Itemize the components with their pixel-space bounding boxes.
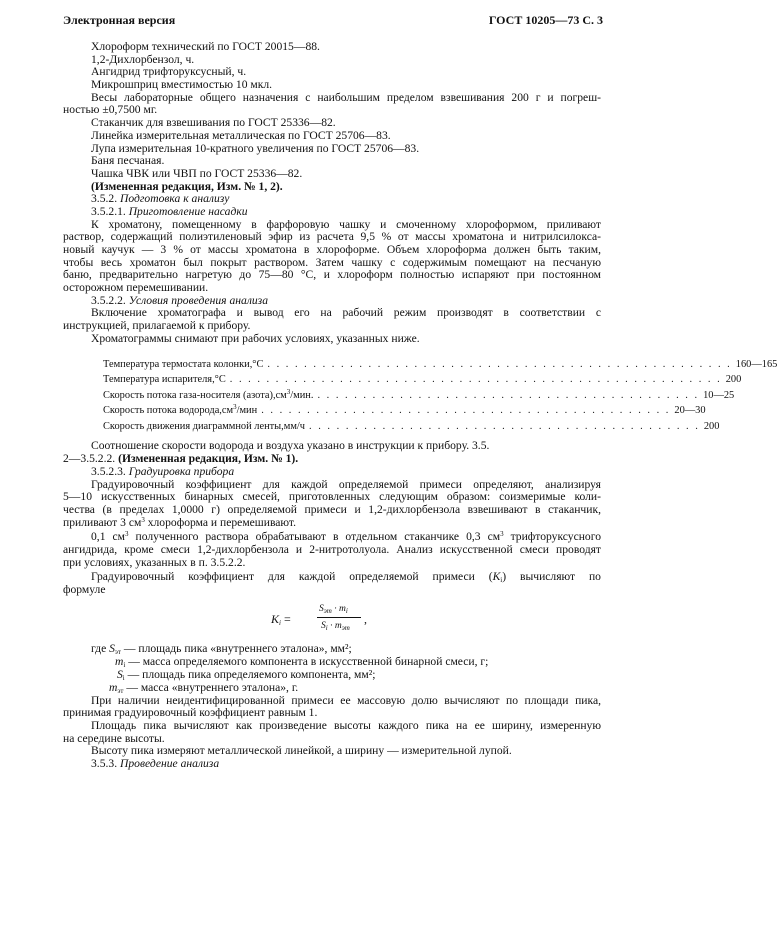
material-item: Стаканчик для взвешивания по ГОСТ 25336—82. bbox=[91, 116, 336, 130]
condition-label: Скорость потока $водорода,см^3$/мин bbox=[103, 403, 258, 417]
condition-label: Температура испарителя,°С bbox=[103, 374, 226, 386]
paragraph-line: приливают 3 $см^3$ хлороформа и перемешивают. bbox=[63, 515, 297, 529]
header-standard-page: ГОСТ 10205—73 С. 3 bbox=[488, 13, 603, 27]
definition-item: $S_i$ — площадь пика определяемого компонента, мм²; bbox=[117, 667, 376, 682]
section-heading bbox=[91, 758, 601, 771]
paragraph-line: на середине высоты. bbox=[63, 731, 165, 745]
section-number: 3.5.2.2. bbox=[91, 293, 126, 307]
formula-comma: , bbox=[364, 611, 367, 626]
calibration-formula bbox=[91, 601, 601, 639]
definition-item: $m_i$ — масса определяемого компонента в искусственной бинарной смеси, г; bbox=[115, 654, 489, 669]
paragraph-line: формуле bbox=[63, 583, 106, 597]
leader-dots: . . . . . . . . . . . . . . . . . . . . . . . . . . . . . . . . . . . . . . . . . . . . . bbox=[261, 405, 671, 417]
paragraph-line: 5—10 искусственных бинарных смесей, приготовленных следующим образом: соизмеримые коли- bbox=[63, 490, 601, 504]
section-title: Приготовление насадки bbox=[128, 204, 248, 218]
section-title: Условия проведения анализа bbox=[128, 293, 268, 307]
leader-dots: . . . . . . . . . . . . . . . . . . . . . . . . . . . . . . . . . . . . . . . . . . . . . . . . . . . bbox=[267, 358, 732, 370]
conditions-table bbox=[103, 357, 778, 435]
table-row bbox=[103, 419, 720, 435]
formula-denominator: $S_i \cdot m_{эт}$ bbox=[321, 620, 350, 632]
definition-item: $m_{эт}$ — масса «внутреннего эталона», г. bbox=[109, 680, 299, 695]
condition-value: 200 bbox=[703, 420, 720, 432]
paragraph-line: при условиях, указанных в п. 3.5.2.2. bbox=[63, 555, 246, 569]
condition-value: 10—25 bbox=[703, 389, 735, 401]
leader-dots: . . . . . . . . . . . . . . . . . . . . . . . . . . . . . . . . . . . . . . . . . . . . . . . . . . . . . . bbox=[229, 374, 722, 386]
section-number: 3.5.2.3. bbox=[91, 464, 126, 478]
paragraph-line: Высоту пика измеряют металлической линейкой, а ширину — измерительной лупой. bbox=[91, 744, 512, 758]
header-edition-label: Электронная версия bbox=[63, 13, 176, 27]
material-item: Микрошприц вместимостью 10 мкл. bbox=[91, 78, 273, 92]
amendment-note: (Измененная редакция, Изм. № 1). bbox=[118, 452, 299, 466]
material-item: Хлороформ технический по ГОСТ 20015—88. bbox=[91, 40, 320, 53]
material-item: Чашка ЧВК или ЧВП по ГОСТ 25336—82. bbox=[91, 166, 303, 180]
paragraph-line: раствор, содержащий полиэтиленовый эфир из расчета 9,5 % от массы хроматона и нитрилсилокса- bbox=[63, 230, 601, 244]
material-item: Лупа измерительная 10-кратного увеличения по ГОСТ 25706—83. bbox=[91, 141, 420, 155]
paragraph-line: Градуировочный коэффициент для каждой определяемой примеси $(K_i)$ вычисляют по bbox=[91, 570, 601, 585]
condition-value: 160—165 bbox=[735, 358, 778, 370]
condition-value: 200 bbox=[725, 374, 742, 386]
leader-dots: . . . . . . . . . . . . . . . . . . . . . . . . . . . . . . . . . . . . . . . . . . . bbox=[309, 420, 700, 432]
material-item: Баня песчаная. bbox=[91, 154, 165, 168]
material-item: Линейка измерительная металлическая по ГОСТ 25706—83. bbox=[91, 128, 391, 142]
amendment-note: (Измененная редакция, Изм. № 1, 2). bbox=[91, 179, 283, 193]
fraction-bar bbox=[317, 617, 361, 618]
table-row bbox=[103, 357, 778, 373]
paragraph-line: осторожном перемешивании. bbox=[63, 281, 209, 295]
paragraph-line: инструкцией, прилагаемой к прибору. bbox=[63, 319, 251, 333]
paragraph-line: принимая градуировочный коэффициент равным 1. bbox=[63, 706, 318, 720]
scales-line: ностью ±0,7500 мг. bbox=[63, 103, 158, 117]
scales-line: Весы лабораторные общего назначения с наибольшим пределом взвешивания 200 г и погреш- bbox=[91, 90, 601, 104]
paragraph-line: ангидрида, кроме смеси 1,2-дихлорбензола и 2-нитротолуола. Анализ искусственной смеси проводят bbox=[63, 542, 601, 556]
formula-lhs: $K_i$ = bbox=[271, 611, 291, 627]
paragraph-line: Включение хроматографа и вывод его на рабочий режим производят в соответствии с bbox=[91, 306, 601, 320]
condition-label: Скорость движения диаграммной ленты,мм/ч bbox=[103, 420, 306, 432]
section-title: Подготовка к анализу bbox=[120, 192, 230, 206]
section-heading bbox=[91, 466, 601, 479]
paragraph-line: 0,1 $см^3$ полученного раствора обрабатывают в отдельном стаканчике 0,3 $см^3$ трифторуксусного bbox=[91, 530, 601, 544]
table-row bbox=[103, 387, 735, 404]
section-title: Проведение анализа bbox=[120, 757, 220, 771]
symbol-definitions bbox=[91, 643, 601, 695]
section-title: Градуировка прибора bbox=[128, 464, 235, 478]
paragraph-line: новый каучук — 3 % от массы хроматона в хлороформе. Объем хлороформа должен быть таким, bbox=[63, 243, 601, 256]
paragraph-line: При наличии неидентифицированной примеси ее массовую долю вычисляют по площади пика, bbox=[91, 693, 601, 707]
document-body bbox=[63, 40, 778, 771]
table-row bbox=[103, 403, 706, 419]
definition-item: где $S_{эт}$ — площадь пика «внутреннего эталона», мм²; bbox=[91, 641, 352, 656]
paragraph-line: баню, предварительно нагретую до 75—80 °С, и хлороформ полностью испаряют при постоянном bbox=[63, 268, 601, 282]
material-item: 1,2-Дихлорбензол, ч. bbox=[91, 52, 195, 66]
paragraph-line: чества (в пределах 1,0000 г) определяемой примеси и 1,2-дихлорбензола взвешивают в стаканчик, bbox=[63, 502, 601, 516]
section-number: 3.5.2. bbox=[91, 192, 118, 206]
paragraph-line: К хроматону, помещенному в фарфоровую чашку и смоченному хлороформом, приливают bbox=[91, 217, 601, 231]
paragraph-line: Площадь пика вычисляют как произведение высоты каждого пика на ее ширину, измеренную bbox=[91, 719, 601, 733]
material-item: Ангидрид трифторуксусный, ч. bbox=[91, 65, 247, 79]
condition-label: Скорость потока газа-носителя $(азота),см^3$/мин. bbox=[103, 387, 314, 401]
paragraph-line: Хроматограммы снимают при рабочих условиях, указанных ниже. bbox=[91, 331, 420, 345]
condition-label: Температура термостата колонки,°С bbox=[103, 358, 264, 370]
leader-dots: . . . . . . . . . . . . . . . . . . . . . . . . . . . . . . . . . . . . . . . . . . bbox=[317, 389, 700, 401]
section-number: 3.5.3. bbox=[91, 757, 118, 771]
paragraph-line: Градуировочный коэффициент для каждой определяемой примеси определяют, анализируя bbox=[91, 477, 601, 491]
paragraph-line: чтобы весь хроматон был покрыт раствором. Затем чашку с содержимым помещают на песчаную bbox=[63, 255, 601, 269]
table-row bbox=[103, 372, 742, 388]
paragraph-line: Соотношение скорости водорода и воздуха указано в инструкции к прибору. 3.5. bbox=[91, 439, 490, 453]
condition-value: 20—30 bbox=[674, 405, 706, 417]
paragraph-line: 2—3.5.2.2. (Измененная редакция, Изм. № 1). bbox=[63, 452, 299, 466]
section-heading bbox=[91, 206, 601, 219]
section-number: 3.5.2.1. bbox=[91, 204, 126, 218]
formula-numerator: $S_{эт} \cdot m_i$ bbox=[319, 603, 348, 615]
